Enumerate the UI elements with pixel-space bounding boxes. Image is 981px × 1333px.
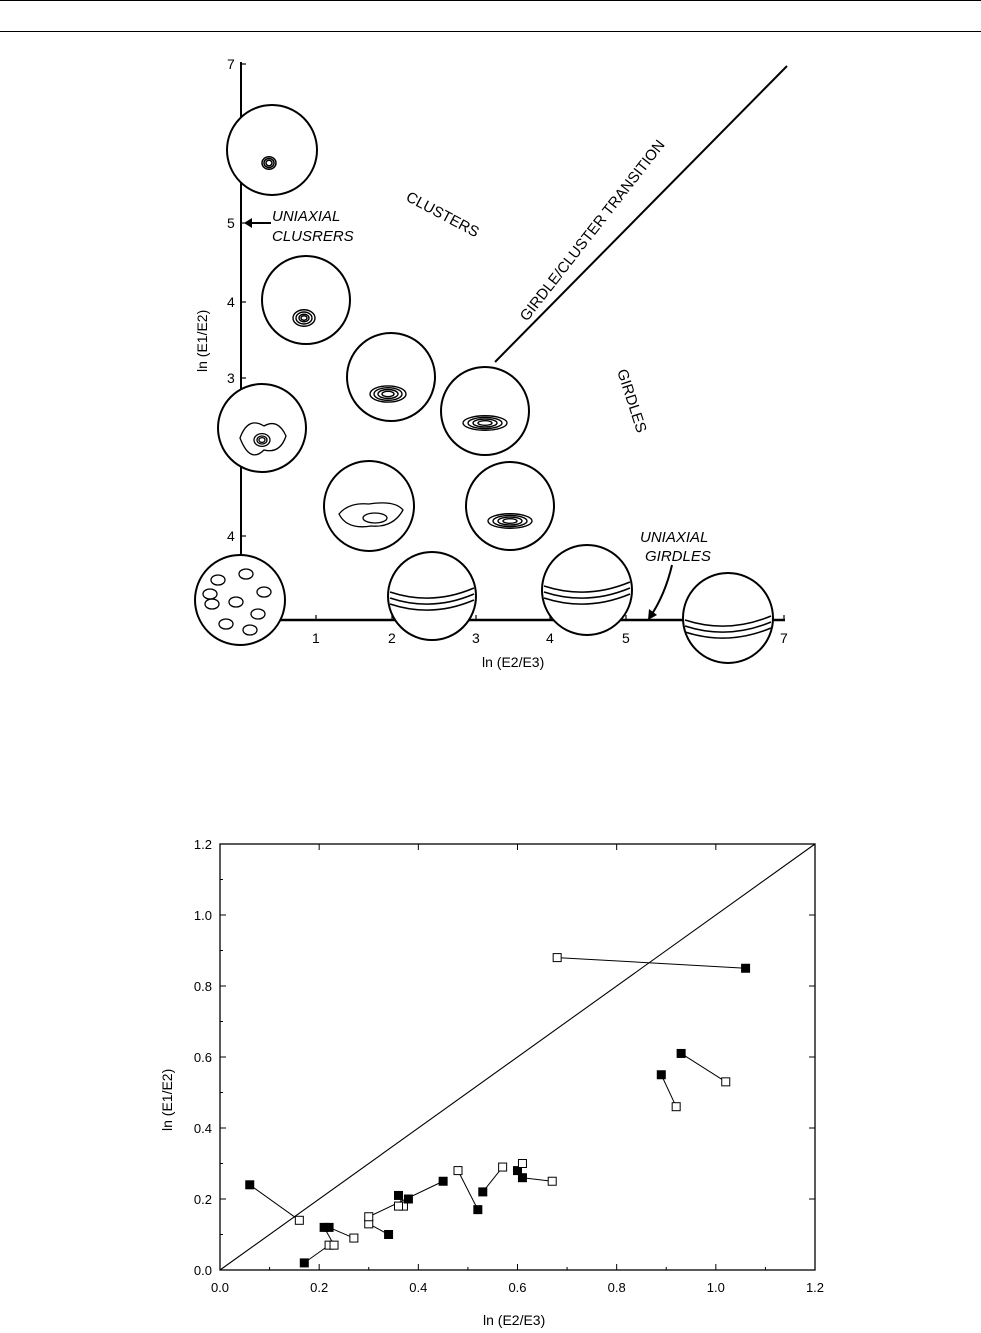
chart2-point-filled bbox=[657, 1071, 665, 1079]
chart2-point-open bbox=[350, 1234, 358, 1242]
arrowhead-icon bbox=[648, 609, 657, 620]
chart1-x-tick-label: 5 bbox=[622, 630, 630, 646]
chart2-x-tick-label: 1.2 bbox=[805, 1280, 825, 1295]
chart2-point-open bbox=[548, 1177, 556, 1185]
stereonet-diffuse-cluster-icon bbox=[218, 384, 306, 472]
chart2-pair-line bbox=[681, 1053, 726, 1081]
chart2-pair-lines bbox=[250, 958, 746, 1263]
chart1-region-clusters: CLUSTERS bbox=[403, 188, 482, 242]
chart2-diagonal-line bbox=[220, 844, 815, 1270]
chart2-x-tick-label: 0.4 bbox=[409, 1280, 428, 1295]
chart2-pair-line bbox=[661, 1075, 676, 1107]
chart1-uniaxial-girdles-line1: UNIAXIAL bbox=[640, 529, 709, 546]
chart1-diagonal-line bbox=[495, 66, 787, 362]
chart1-y-tick-label: 7 bbox=[227, 56, 235, 72]
chart2-point-open bbox=[330, 1241, 338, 1249]
chart2-y-axis-label: ln (E1/E2) bbox=[159, 1068, 175, 1131]
stereonet-circle bbox=[262, 256, 350, 344]
chart1-uniaxial-clusters-line1: UNIAXIAL bbox=[272, 208, 341, 225]
stereonet-girdle-icon bbox=[542, 545, 632, 635]
chart1-x-tick-label: 7 bbox=[780, 630, 788, 646]
stereonet-transition-icon bbox=[441, 367, 529, 455]
chart2-x-tick-label: 0.2 bbox=[310, 1280, 329, 1295]
stereonet-circle bbox=[542, 545, 632, 635]
stereonet-circle bbox=[388, 552, 476, 640]
chart2-point-filled bbox=[518, 1174, 526, 1182]
stereonet-circle bbox=[218, 384, 306, 472]
chart2-point-open bbox=[672, 1103, 680, 1111]
chart2-frame bbox=[220, 844, 815, 1270]
stereonet-tight-cluster-icon bbox=[227, 105, 317, 195]
stereonet-random-icon bbox=[195, 555, 285, 645]
stereonet-weak-girdle-icon bbox=[324, 461, 414, 551]
chart1-y-tick-label: 4 bbox=[227, 528, 235, 544]
chart2-y-tick-label: 0.4 bbox=[193, 1121, 212, 1136]
chart2-point-filled bbox=[300, 1259, 308, 1267]
chart2-points bbox=[246, 954, 750, 1267]
chart1-x-tick-label: 2 bbox=[388, 630, 396, 646]
chart1-x-tick-label: 4 bbox=[546, 630, 554, 646]
chart2-y-tick-label: 0.2 bbox=[193, 1192, 212, 1207]
chart1-y-tick-label: 5 bbox=[227, 215, 235, 231]
chart2-point-open bbox=[295, 1216, 303, 1224]
chart1-y-tick-label: 3 bbox=[227, 370, 235, 386]
arrowhead-icon bbox=[244, 218, 252, 228]
chart2-pair-line bbox=[250, 1185, 300, 1221]
chart2-point-open bbox=[499, 1163, 507, 1171]
chart1-x-tick-label: 1 bbox=[312, 630, 320, 646]
stereonet-cluster-icon bbox=[262, 256, 350, 344]
stereonet-elongate-cluster-icon bbox=[347, 333, 435, 421]
eigenvalue-ratio-chart bbox=[0, 833, 981, 1333]
stereonet-circle bbox=[466, 462, 554, 550]
chart1-region-girdles: GIRDLES bbox=[613, 366, 650, 435]
chart2-point-filled bbox=[474, 1206, 482, 1214]
stereonet-uniaxial-girdle-icon bbox=[683, 573, 773, 663]
stereonet-circle bbox=[441, 367, 529, 455]
chart2-point-filled bbox=[742, 964, 750, 972]
chart2-x-tick-label: 0.0 bbox=[210, 1280, 230, 1295]
uniaxial-girdles-arrow bbox=[650, 565, 672, 617]
chart2-point-filled bbox=[404, 1195, 412, 1203]
chart2-y-tick-label: 1.0 bbox=[193, 908, 212, 923]
chart2-point-open bbox=[553, 954, 561, 962]
chart2-point-open bbox=[365, 1213, 373, 1221]
chart1-y-tick-label: 4 bbox=[227, 294, 235, 310]
chart2-point-open bbox=[518, 1160, 526, 1168]
chart2-y-tick-label: 1.2 bbox=[193, 837, 212, 852]
stereonet-circle bbox=[347, 333, 435, 421]
chart2-point-filled bbox=[479, 1188, 487, 1196]
chart1-y-axis-label: ln (E1/E2) bbox=[194, 309, 210, 372]
stereonet-circle bbox=[227, 105, 317, 195]
chart2-point-filled bbox=[395, 1191, 403, 1199]
chart2-x-tick-label: 0.8 bbox=[607, 1280, 626, 1295]
chart2-point-open bbox=[722, 1078, 730, 1086]
chart2-point-open bbox=[454, 1167, 462, 1175]
chart2-point-filled bbox=[439, 1177, 447, 1185]
chart2-y-tick-label: 0.6 bbox=[193, 1050, 212, 1065]
chart1-uniaxial-clusters-line2: CLUSRERS bbox=[272, 228, 354, 245]
chart2-x-axis-label: ln (E2/E3) bbox=[483, 1312, 546, 1328]
chart1-region-transition: GIRDLE/CLUSTER TRANSITION bbox=[516, 136, 669, 325]
chart2-x-tick-label: 1.0 bbox=[706, 1280, 725, 1295]
stereonet-circle bbox=[683, 573, 773, 663]
chart2-y-tick-label: 0.0 bbox=[193, 1263, 212, 1278]
chart1-uniaxial-girdles-line2: GIRDLES bbox=[645, 548, 711, 565]
chart2-point-filled bbox=[677, 1049, 685, 1057]
chart2-point-filled bbox=[385, 1231, 393, 1239]
chart2-point-open bbox=[395, 1202, 403, 1210]
chart2-pair-line bbox=[557, 958, 745, 969]
stereonet-broad-girdle-icon bbox=[388, 552, 476, 640]
chart2-x-tick-label: 0.6 bbox=[508, 1280, 527, 1295]
chart2-y-tick-label: 0.8 bbox=[193, 979, 212, 994]
chart1-x-tick-label: 3 bbox=[472, 630, 480, 646]
chart1-stereonet-icons bbox=[195, 105, 773, 663]
chart1-x-axis-label: ln (E2/E3) bbox=[482, 654, 545, 670]
chart2-point-filled bbox=[325, 1223, 333, 1231]
chart2-point-filled bbox=[246, 1181, 254, 1189]
chart2-pair-line bbox=[458, 1171, 478, 1210]
stereonet-circle bbox=[324, 461, 414, 551]
stereonet-girdle-cluster-icon bbox=[466, 462, 554, 550]
